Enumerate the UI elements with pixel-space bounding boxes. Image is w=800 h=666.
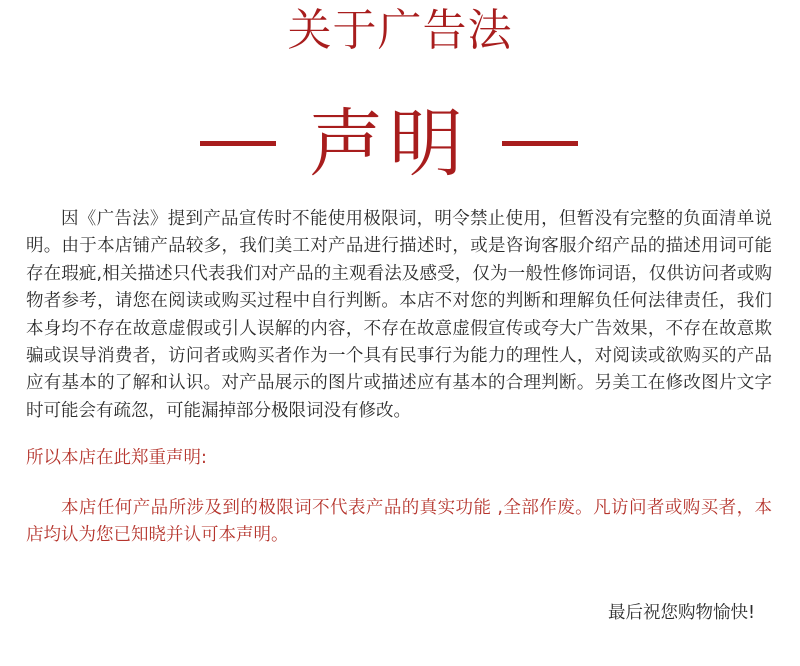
right-dash-divider [502, 141, 578, 146]
headline [0, 96, 800, 196]
page-title: 关于广告法 [287, 5, 513, 56]
statement-paragraph: 本店任何产品所涉及到的极限词不代表产品的真实功能 ,全部作废。凡访问者或购买者，本店均认为您已知晓并认可本声明。 [26, 498, 772, 546]
body-paragraph: 因《广告法》提到产品宣传时不能使用极限词，明令禁止使用，但暂没有完整的负面清单说明。由于本店铺产品较多，我们美工对产品进行描述时，或是咨询客服介绍产品的描述用词可能存在瑕疵,相关描述只代表我们对产品的主观看法及感受，仅为一般性修饰词语，仅供访问者或购物者参考，请您在阅读或购买过程中自行判断。本店不对您的判断和理解负任何法律责任，我们本身均不存在故意虚假或引人误解的内容，不存在故意虚假宣传或夸大广告效果，不存在故意欺骗或误导消费者，访问者或购买者作为一个具有民事行为能力的理性人，对阅读或欲购买的产品应有基本的了解和认识。对产品展示的图片或描述应有基本的合理判断。另美工在修改图片文字时可能会有疏忽，可能漏掉部分极限词没有修改。 [26, 209, 772, 421]
statement-heading: 所以本店在此郑重声明: [26, 448, 207, 468]
headline-text: 声明 [309, 101, 469, 187]
left-dash-divider [200, 141, 276, 146]
closing-text: 最后祝您购物愉快! [607, 603, 755, 623]
